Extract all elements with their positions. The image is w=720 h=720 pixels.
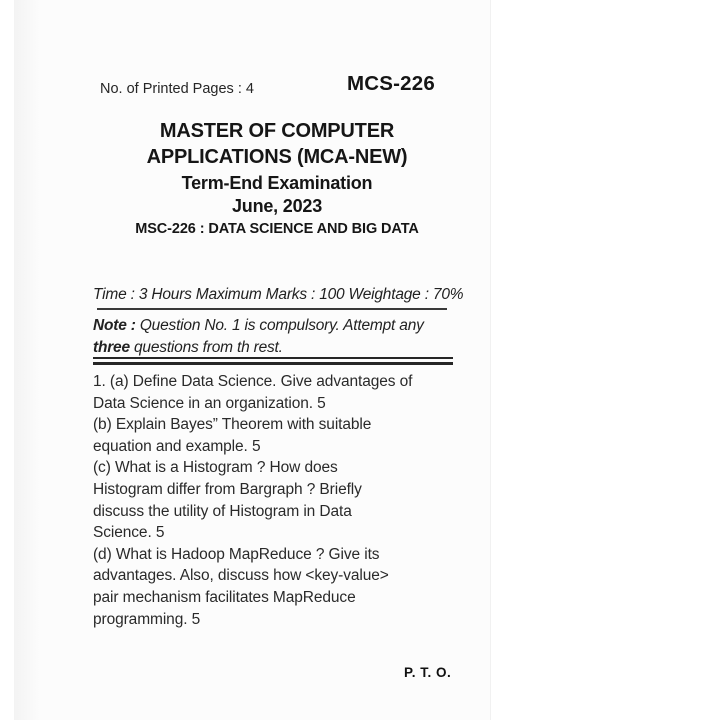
question-line: (d) What is Hadoop MapReduce ? Give its: [93, 545, 380, 563]
note-block: [93, 315, 463, 358]
question-1-block: [93, 371, 468, 630]
question-line: 1. (a) Define Data Science. Give advantages of: [93, 373, 413, 390]
note-line-2-text: questions from th rest.: [129, 338, 283, 356]
paper-code: MCS-226: [347, 72, 435, 95]
title-line-1: MASTER OF COMPUTER: [159, 120, 395, 142]
question-line: advantages. Also, discuss how <key-value>: [93, 567, 389, 585]
term-end-examination-label: Term-End Examination: [181, 173, 373, 193]
exam-title-block: [57, 118, 497, 170]
question-line: (b) Explain Bayes” Theorem with suitable: [93, 416, 372, 434]
question-line: equation and example. 5: [93, 437, 261, 455]
note-line-1-text: Question No. 1 is compulsory. Attempt any: [135, 317, 424, 334]
question-line: pair mechanism facilitates MapReduce: [93, 588, 356, 606]
question-line: discuss the utility of Histogram in Data: [93, 502, 352, 520]
section-double-rule: [93, 357, 453, 365]
title-line-2: APPLICATIONS (MCA-NEW): [146, 146, 408, 168]
time-line-rule: [97, 308, 447, 310]
question-line: Data Science in an organization. 5: [93, 394, 326, 412]
question-line: programming. 5: [93, 610, 201, 628]
pto-label: P. T. O.: [404, 665, 452, 680]
question-line: Science. 5: [93, 524, 165, 542]
note-emphasis-three: three: [93, 338, 130, 356]
note-label: Note :: [93, 317, 136, 334]
question-line: (c) What is a Histogram ? How does: [93, 459, 338, 477]
note-line-1: [93, 315, 463, 337]
note-line-2: [93, 337, 463, 359]
subject-title: MSC-226 : DATA SCIENCE AND BIG DATA: [135, 221, 419, 237]
exam-session-date: June, 2023: [231, 196, 323, 216]
time-marks-weightage-line: Time : 3 Hours Maximum Marks : 100 Weightage : 70%: [93, 286, 464, 303]
printed-pages-label: No. of Printed Pages : 4: [100, 81, 254, 97]
question-line: Histogram differ from Bargraph ? Briefly: [93, 480, 362, 498]
exam-session-block: [57, 172, 497, 218]
